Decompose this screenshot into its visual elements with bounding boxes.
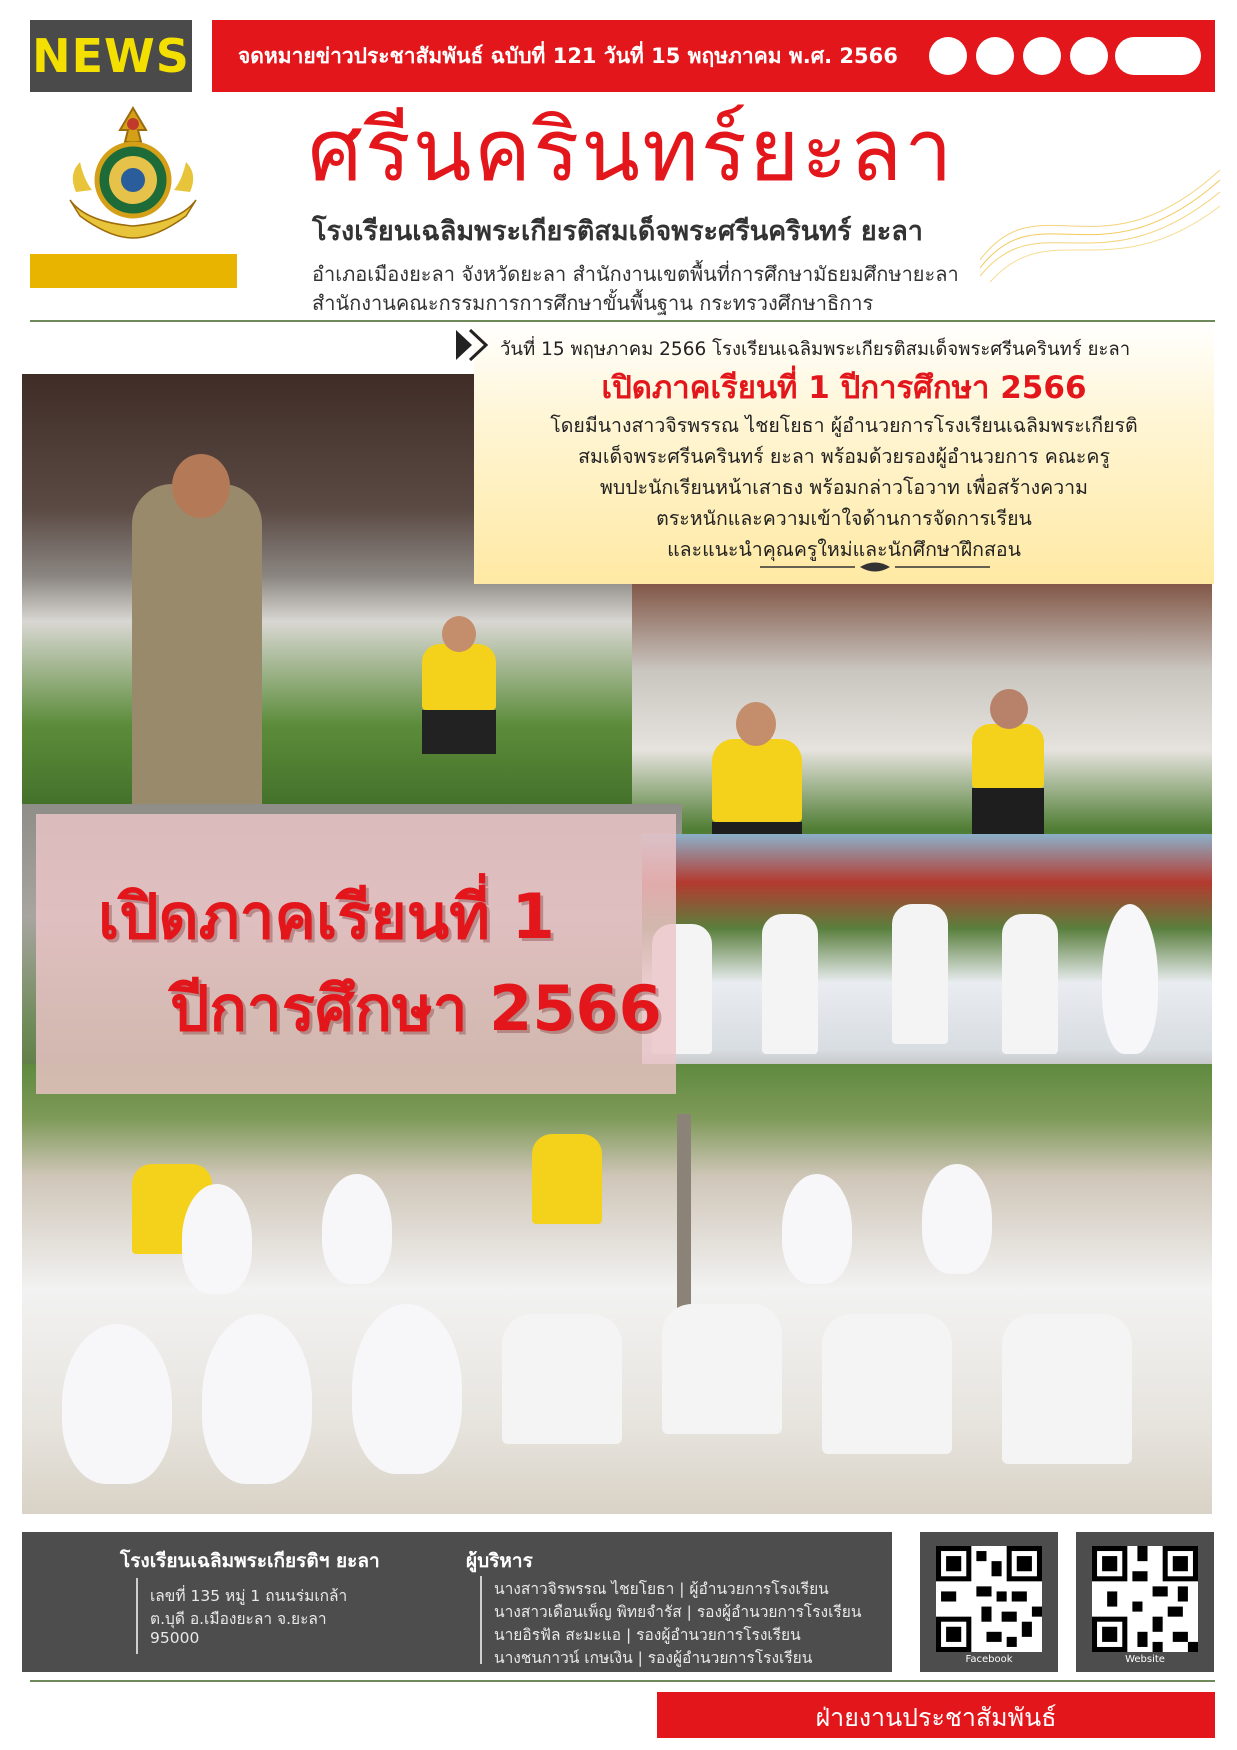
issue-bar (212, 20, 1215, 92)
footer-executive: นางชนกาวน์ เกษเงิน | รองผู้อำนวยการโรงเรียน (494, 1649, 813, 1667)
facebook-qr-label: Facebook (965, 1654, 1013, 1665)
footer-divider-line (30, 1680, 1215, 1682)
news-badge (30, 20, 192, 92)
footer-address-line: ต.บุดี อ.เมืองยะลา จ.ยะลา (150, 1610, 327, 1628)
footer-executive: นางสาวจิรพรรณ ไชยโยธา | ผู้อำนวยการโรงเรียน (494, 1580, 829, 1598)
banner-line-2: ปีการศึกษา 2566 (170, 972, 662, 1045)
photo-students-seated (22, 1064, 1212, 1514)
student-figure (502, 1314, 622, 1444)
department-label: ฝ่ายงานประชาสัมพันธ์ (815, 1703, 1057, 1732)
news-badge-label: NEWS (32, 29, 190, 83)
footer-address-line: เลขที่ 135 หมู่ 1 ถนนร่มเกล้า (150, 1587, 348, 1605)
student-figure (352, 1304, 462, 1474)
student-figure (662, 1304, 782, 1434)
teacher-head (990, 689, 1028, 729)
student-figure (782, 1174, 852, 1284)
decorative-wave (980, 140, 1220, 290)
school-emblem-icon (66, 104, 200, 244)
double-arrow-icon (454, 328, 490, 362)
student-figure (822, 1314, 952, 1454)
footer-divider (136, 1578, 138, 1654)
footer-school-name: โรงเรียนเฉลิมพระเกียรติฯ ยะลา (120, 1550, 380, 1572)
issue-line: จดหมายข่าวประชาสัมพันธ์ ฉบับที่ 121 วันที่ 15 พฤษภาคม พ.ศ. 2566 (238, 44, 898, 68)
director-head (172, 454, 230, 518)
student-figure (1002, 1314, 1132, 1464)
masthead-title: ศรีนครินทร์ยะลา (308, 101, 955, 201)
student-figure (922, 1164, 992, 1274)
article-headline: เปิดภาคเรียนที่ 1 ปีการศึกษา 2566 (601, 370, 1087, 406)
article-body-line: พบปะนักเรียนหน้าเสาธง พร้อมกล่าวโอวาท เพื่อสร้างความ (600, 476, 1088, 499)
decorative-pill (1115, 37, 1201, 75)
banner-line-1: เปิดภาคเรียนที่ 1 (98, 880, 555, 953)
article-body-line: ตระหนักและความเข้าใจด้านการจัดการเรียน (656, 507, 1032, 530)
student-figure (62, 1324, 172, 1484)
footer-executive: นางสาวเดือนเพ็ญ พิทยจำรัส | รองผู้อำนวยการโรงเรียน (494, 1603, 862, 1621)
facebook-qr-icon[interactable] (936, 1546, 1042, 1652)
gold-accent-bar (30, 254, 237, 288)
article-body-line: สมเด็จพระศรีนครินทร์ ยะลา พร้อมด้วยรองผู้อำนวยการ คณะครู (578, 445, 1110, 468)
org-line-2: สำนักงานคณะกรรมการการศึกษาขั้นพื้นฐาน กระทรวงศึกษาธิการ (312, 291, 874, 315)
student-figure (182, 1184, 252, 1294)
footer-address-line: 95000 (150, 1629, 200, 1647)
decorative-dot (1070, 37, 1108, 75)
decorative-dot (976, 37, 1014, 75)
student-figure (1102, 904, 1158, 1054)
student-figure (1002, 914, 1058, 1054)
website-qr-icon[interactable] (1092, 1546, 1198, 1652)
teacher-head (736, 702, 776, 746)
article-body-line: โดยมีนางสาวจิรพรรณ ไชยโยธา ผู้อำนวยการโรงเรียนเฉลิมพระเกียรติ (550, 414, 1138, 437)
student-figure (762, 914, 818, 1054)
teacher-figure (532, 1134, 602, 1224)
footer-executive: นายอิรฟัล สะมะแอ | รองผู้อำนวยการโรงเรียน (494, 1626, 801, 1644)
tree-trunk (677, 1114, 691, 1334)
ornament-divider (760, 560, 990, 574)
article-date-line: วันที่ 15 พฤษภาคม 2566 โรงเรียนเฉลิมพระเกียรติสมเด็จพระศรีนครินทร์ ยะลา (500, 339, 1131, 360)
article-body-line: และแนะนำคุณครูใหม่และนักศึกษาฝึกสอน (667, 538, 1021, 561)
student-figure (892, 904, 948, 1044)
decorative-dot (929, 37, 967, 75)
footer-exec-title: ผู้บริหาร (466, 1550, 533, 1572)
footer-divider (480, 1576, 482, 1664)
student-figure (202, 1314, 312, 1484)
school-name: โรงเรียนเฉลิมพระเกียรติสมเด็จพระศรีนครินทร์ ยะลา (312, 216, 923, 247)
decorative-dot (1023, 37, 1061, 75)
website-qr-label: Website (1125, 1654, 1165, 1665)
org-line-1: อำเภอเมืองยะลา จังหวัดยะลา สำนักงานเขตพื้นที่การศึกษามัธยมศึกษายะลา (312, 262, 959, 286)
teacher-head (442, 616, 476, 652)
teacher-figure (422, 644, 496, 754)
student-figure (322, 1174, 392, 1284)
director-figure (132, 484, 262, 814)
